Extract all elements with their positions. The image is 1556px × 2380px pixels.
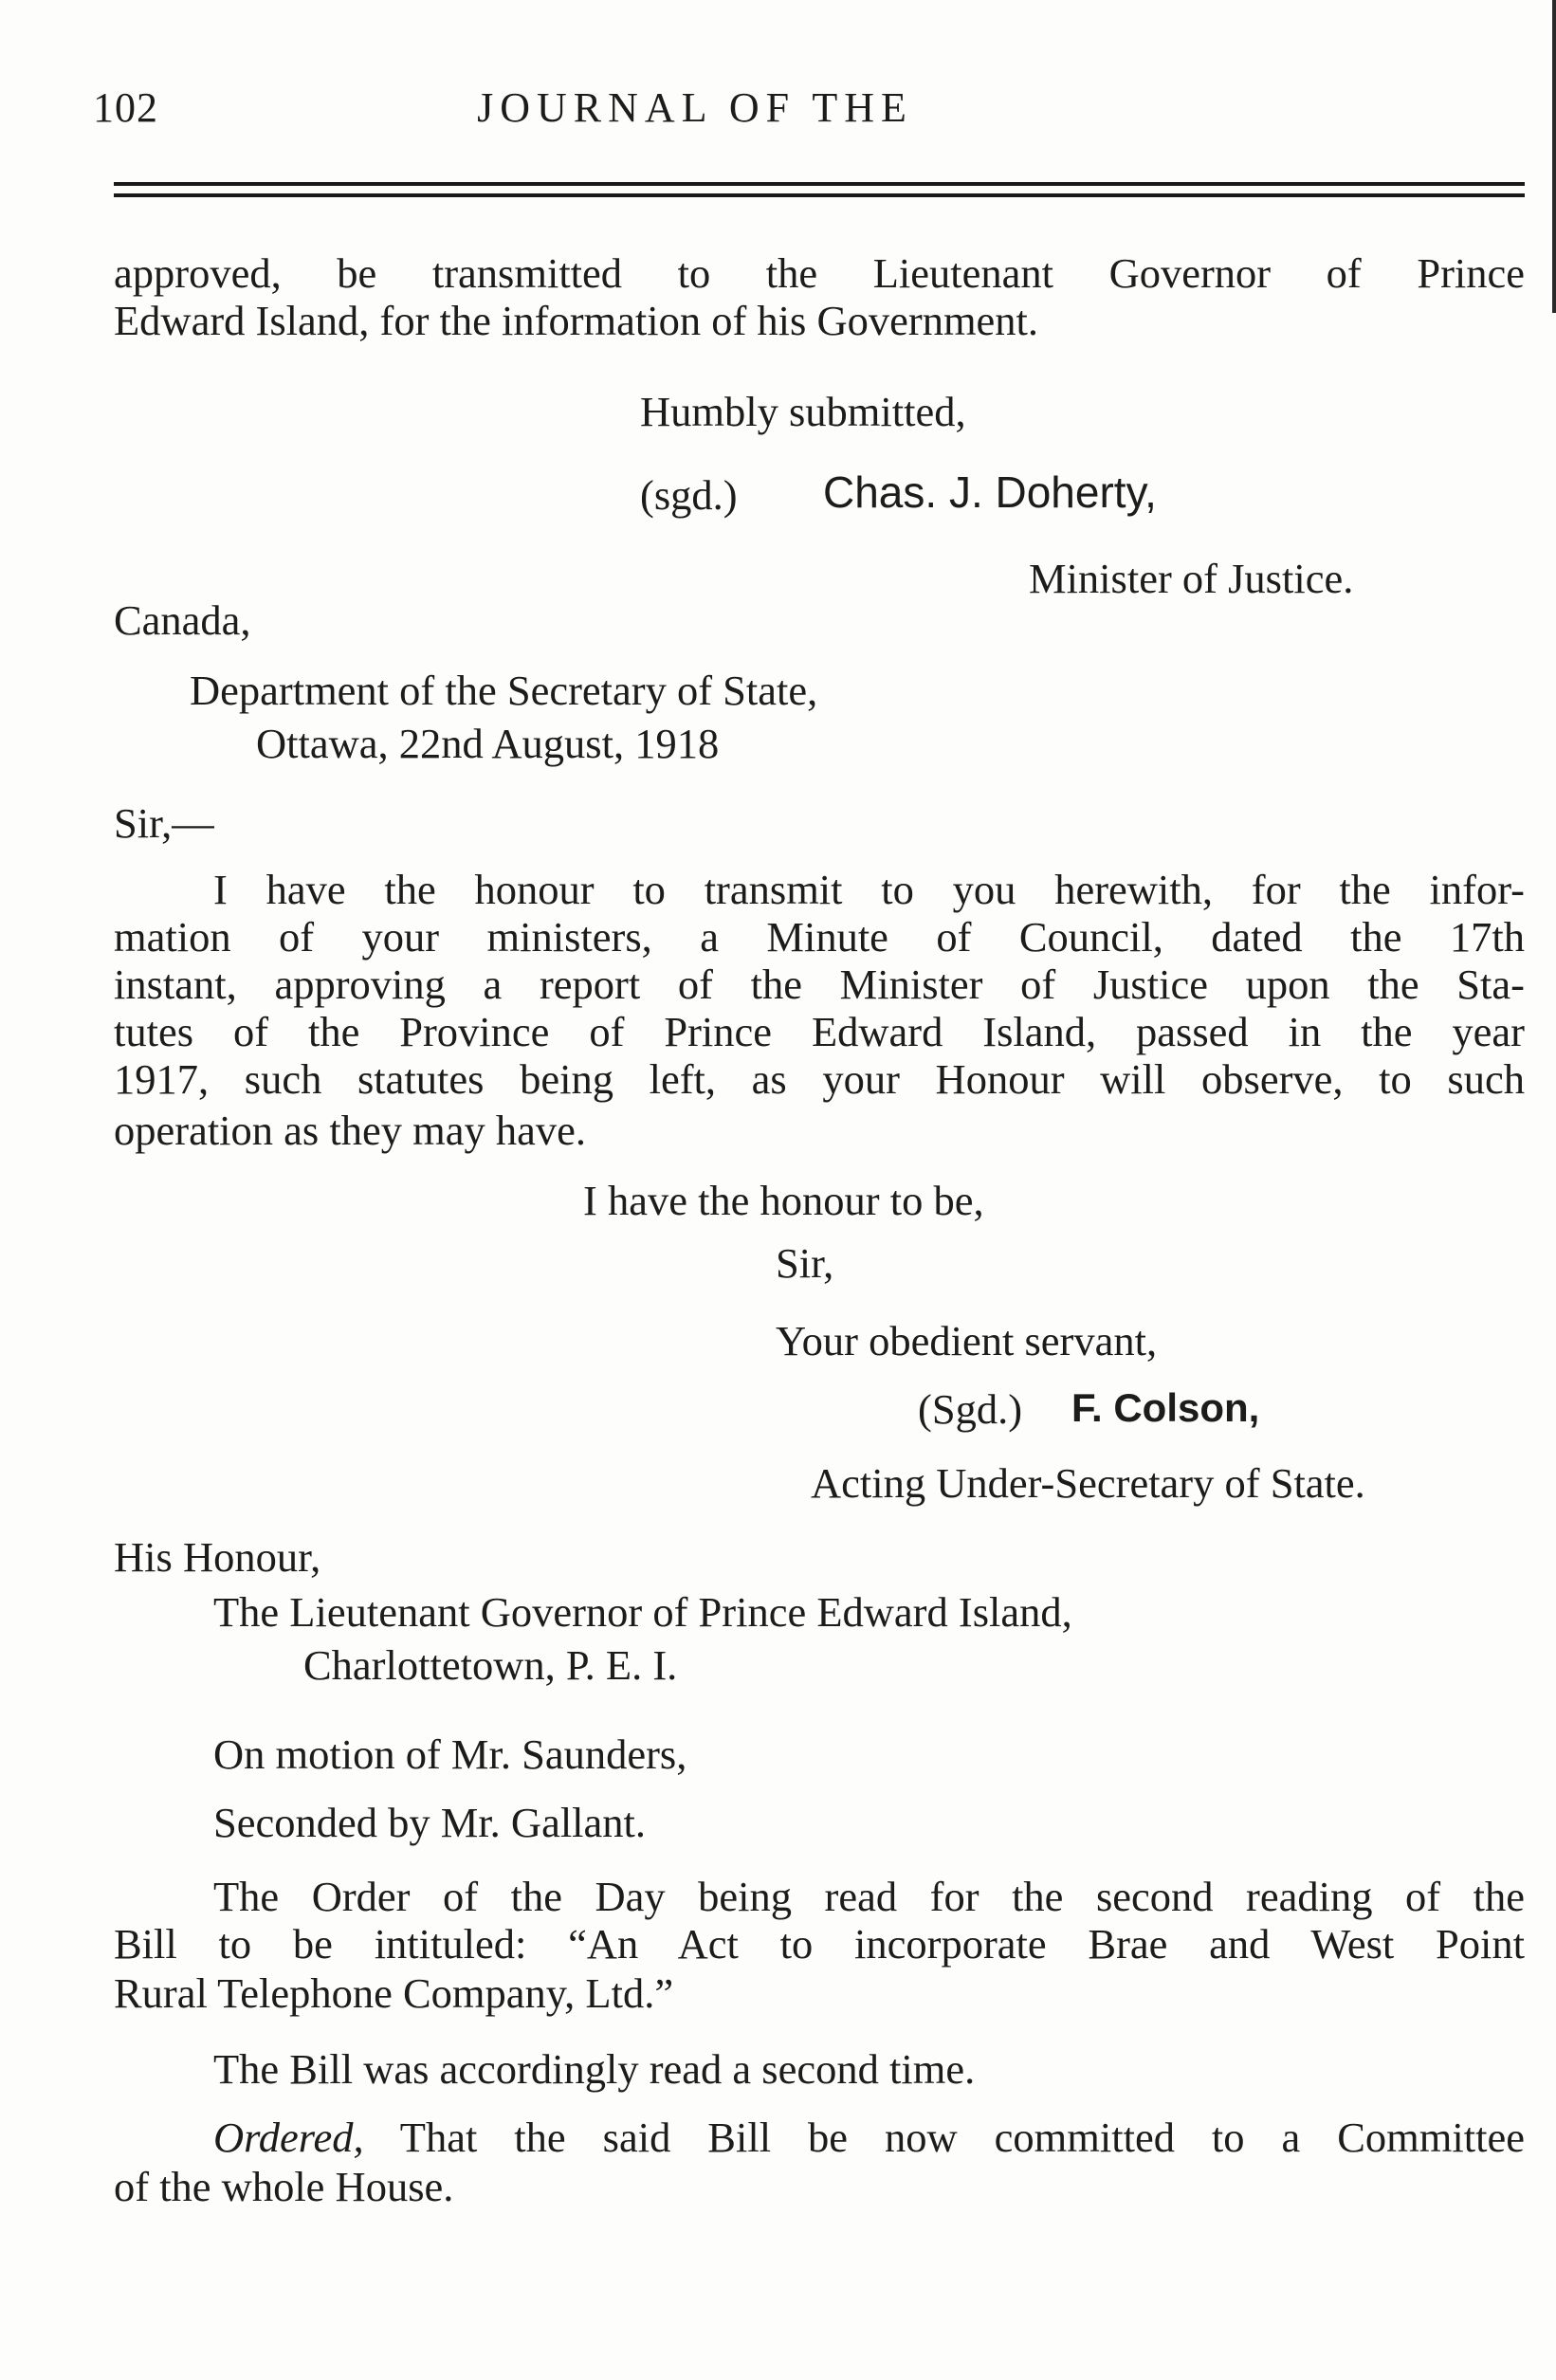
signatory-title: Minister of Justice.	[1029, 555, 1354, 602]
paragraph-line: Edward Island, for the information of his Government.	[114, 297, 1039, 344]
closing-sir: Sir,	[776, 1239, 834, 1287]
order-line: Rural Telephone Company, Ltd.”	[114, 1969, 674, 2017]
page-edge-shadow	[1552, 0, 1556, 313]
letter-body-line: instant, approving a report of the Minister of Justice upon the Sta-	[114, 961, 1525, 1008]
motion-line: On motion of Mr. Saunders,	[213, 1730, 687, 1778]
bill-read-line: The Bill was accordingly read a second time.	[213, 2045, 976, 2093]
letter-department: Department of the Secretary of State,	[190, 667, 818, 714]
signatory-title: Acting Under-Secretary of State.	[811, 1459, 1365, 1507]
addressee-line: The Lieutenant Governor of Prince Edward Island,	[213, 1588, 1072, 1636]
closing-submitted: Humbly submitted,	[640, 388, 966, 435]
letter-place-date: Ottawa, 22nd August, 1918	[256, 720, 720, 767]
ordered-label: Ordered,	[213, 2114, 364, 2161]
letter-body-line: I have the honour to transmit to you herewith, for the infor-	[213, 866, 1525, 913]
motion-line: Seconded by Mr. Gallant.	[213, 1799, 647, 1846]
letter-body-line: mation of your ministers, a Minute of Council, dated the 17th	[114, 913, 1525, 961]
page-number: 102	[93, 84, 158, 131]
salutation: Sir,—	[114, 799, 214, 847]
letter-country: Canada,	[114, 596, 251, 644]
addressee-line: Charlottetown, P. E. I.	[303, 1641, 678, 1689]
header-rule-top	[114, 182, 1525, 186]
letter-body-line: operation as they may have.	[114, 1107, 586, 1154]
ordered-line	[213, 2113, 1525, 2162]
ordered-text: That the said Bill be now committed to a Committee	[399, 2114, 1525, 2161]
paragraph-line: approved, be transmitted to the Lieutenant Governor of Prince	[114, 249, 1525, 297]
signatory-name: F. Colson,	[1071, 1385, 1260, 1430]
running-title: JOURNAL OF THE	[477, 84, 913, 131]
signatory-name: Chas. J. Doherty,	[823, 467, 1157, 517]
header-rule-bottom	[114, 193, 1525, 197]
order-line: Bill to be intituled: “An Act to incorporate Brae and West Point	[114, 1920, 1525, 1968]
letter-body-line: 1917, such statutes being left, as your Honour will observe, to such	[114, 1055, 1525, 1103]
ordered-line: of the whole House.	[114, 2163, 454, 2210]
closing-honour: I have the honour to be,	[583, 1177, 984, 1224]
page-header	[93, 83, 1523, 140]
order-line: The Order of the Day being read for the second reading of the	[213, 1873, 1525, 1920]
closing-servant: Your obedient servant,	[776, 1317, 1158, 1364]
addressee-line: His Honour,	[114, 1533, 321, 1581]
signature-sgd: (sgd.)	[640, 471, 738, 519]
letter-body-line: tutes of the Province of Prince Edward Island, passed in the year	[114, 1008, 1525, 1055]
signature-sgd: (Sgd.)	[918, 1385, 1023, 1433]
